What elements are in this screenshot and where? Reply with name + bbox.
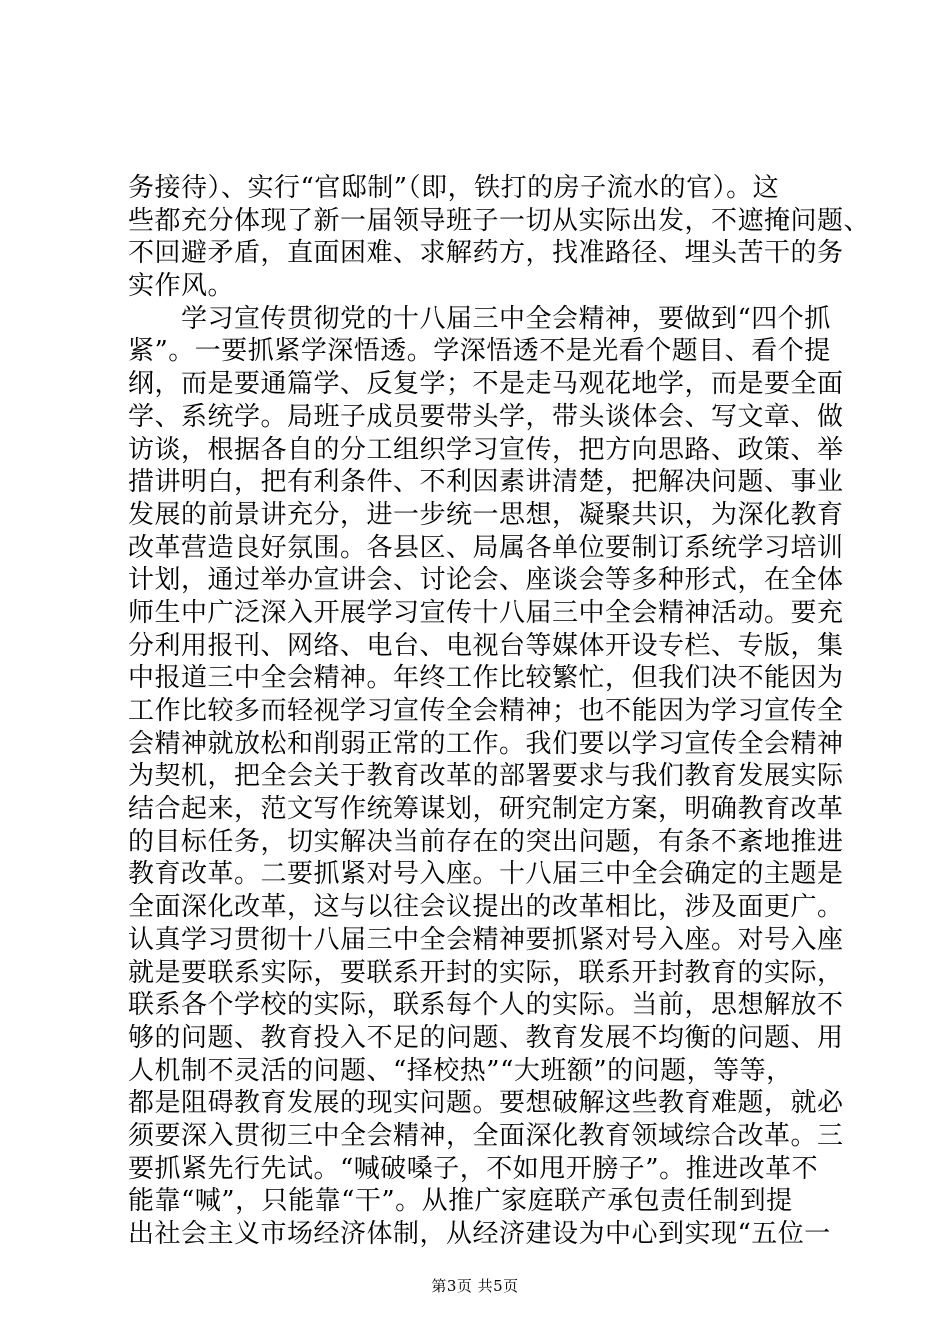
text-line: 实作风。 <box>128 271 235 302</box>
text-line: 务接待）、实行“官邸制”（即，铁打的房子流水的官）。这 <box>128 173 780 203</box>
text-line: 中报道三中全会精神。年终工作比较繁忙，但我们决不能因为 <box>128 663 844 694</box>
text-line: 认真学习贯彻十八届三中全会精神要抓紧对号入座。对号入座 <box>128 924 844 955</box>
text-line: 都是阻碍教育发展的现实问题。要想破解这些教育难题，就必 <box>128 1088 844 1119</box>
body-text <box>128 172 871 1251</box>
text-line: 纲，而是要通篇学、反复学；不是走马观花地学，而是要全面 <box>128 369 844 400</box>
text-line: 联系各个学校的实际，联系每个人的实际。当前，思想解放不 <box>128 990 844 1021</box>
text-line: 不回避矛盾，直面困难、求解药方，找准路径、埋头苦干的务 <box>128 238 844 269</box>
text-line: 计划，通过举办宣讲会、讨论会、座谈会等多种形式，在全体 <box>128 565 844 596</box>
text-line: 为契机，把全会关于教育改革的部署要求与我们教育发展实际 <box>128 761 844 792</box>
text-line: 学、系统学。局班子成员要带头学，带头谈体会、写文章、做 <box>128 401 844 432</box>
text-line: 够的问题、教育投入不足的问题、教育发展不均衡的问题、用 <box>128 1022 844 1053</box>
text-line: 措讲明白，把有利条件、不利因素讲清楚，把解决问题、事业 <box>128 467 844 498</box>
text-line: 发展的前景讲充分，进一步统一思想，凝聚共识，为深化教育 <box>128 499 844 530</box>
text-line: 访谈，根据各自的分工组织学习宣传，把方向思路、政策、举 <box>128 434 844 465</box>
text-line: 些都充分体现了新一届领导班子一切从实际出发，不遮掩问题、 <box>128 205 871 236</box>
text-line: 工作比较多而轻视学习宣传全会精神；也不能因为学习宣传全 <box>128 696 844 726</box>
text-line: 紧”。一要抓紧学深悟透。学深悟透不是光看个题目、看个提 <box>128 336 831 367</box>
text-line: 全面深化改革，这与以往会议提出的改革相比，涉及面更广。 <box>128 892 844 923</box>
text-line: 出社会主义市场经济体制，从经济建设为中心到实现“五位一 <box>128 1219 831 1249</box>
text-line: 分利用报刊、网络、电台、电视台等媒体开设专栏、专版，集 <box>128 630 844 661</box>
text-line: 要抓紧先行先试。“喊破嗓子，不如甩开膀子”。推进改革不 <box>128 1153 819 1184</box>
text-line: 的目标任务，切实解决当前存在的突出问题，有条不紊地推进 <box>128 826 844 857</box>
text-line: 会精神就放松和削弱正常的工作。我们要以学习宣传全会精神 <box>128 728 844 759</box>
page-footer: 第3页 共5页 <box>431 1277 519 1295</box>
text-line: 须要深入贯彻三中全会精神，全面深化教育领域综合改革。三 <box>128 1120 844 1151</box>
text-line: 学习宣传贯彻党的十八届三中全会精神，要做到“四个抓 <box>128 303 831 334</box>
text-line: 教育改革。二要抓紧对号入座。十八届三中全会确定的主题是 <box>128 859 844 890</box>
text-line: 师生中广泛深入开展学习宣传十八届三中全会精神活动。要充 <box>128 597 844 628</box>
text-line: 人机制不灵活的问题、“择校热”“大班额”的问题，等等， <box>128 1055 793 1086</box>
text-line: 能靠“喊”，只能靠“干”。从推广家庭联产承包责任制到提 <box>128 1186 793 1217</box>
text-line: 就是要联系实际，要联系开封的实际，联系开封教育的实际， <box>128 957 844 988</box>
text-line: 结合起来，范文写作统筹谋划，研究制定方案，明确教育改革 <box>128 794 844 825</box>
text-line: 改革营造良好氛围。各县区、局属各单位要制订系统学习培训 <box>128 532 844 563</box>
